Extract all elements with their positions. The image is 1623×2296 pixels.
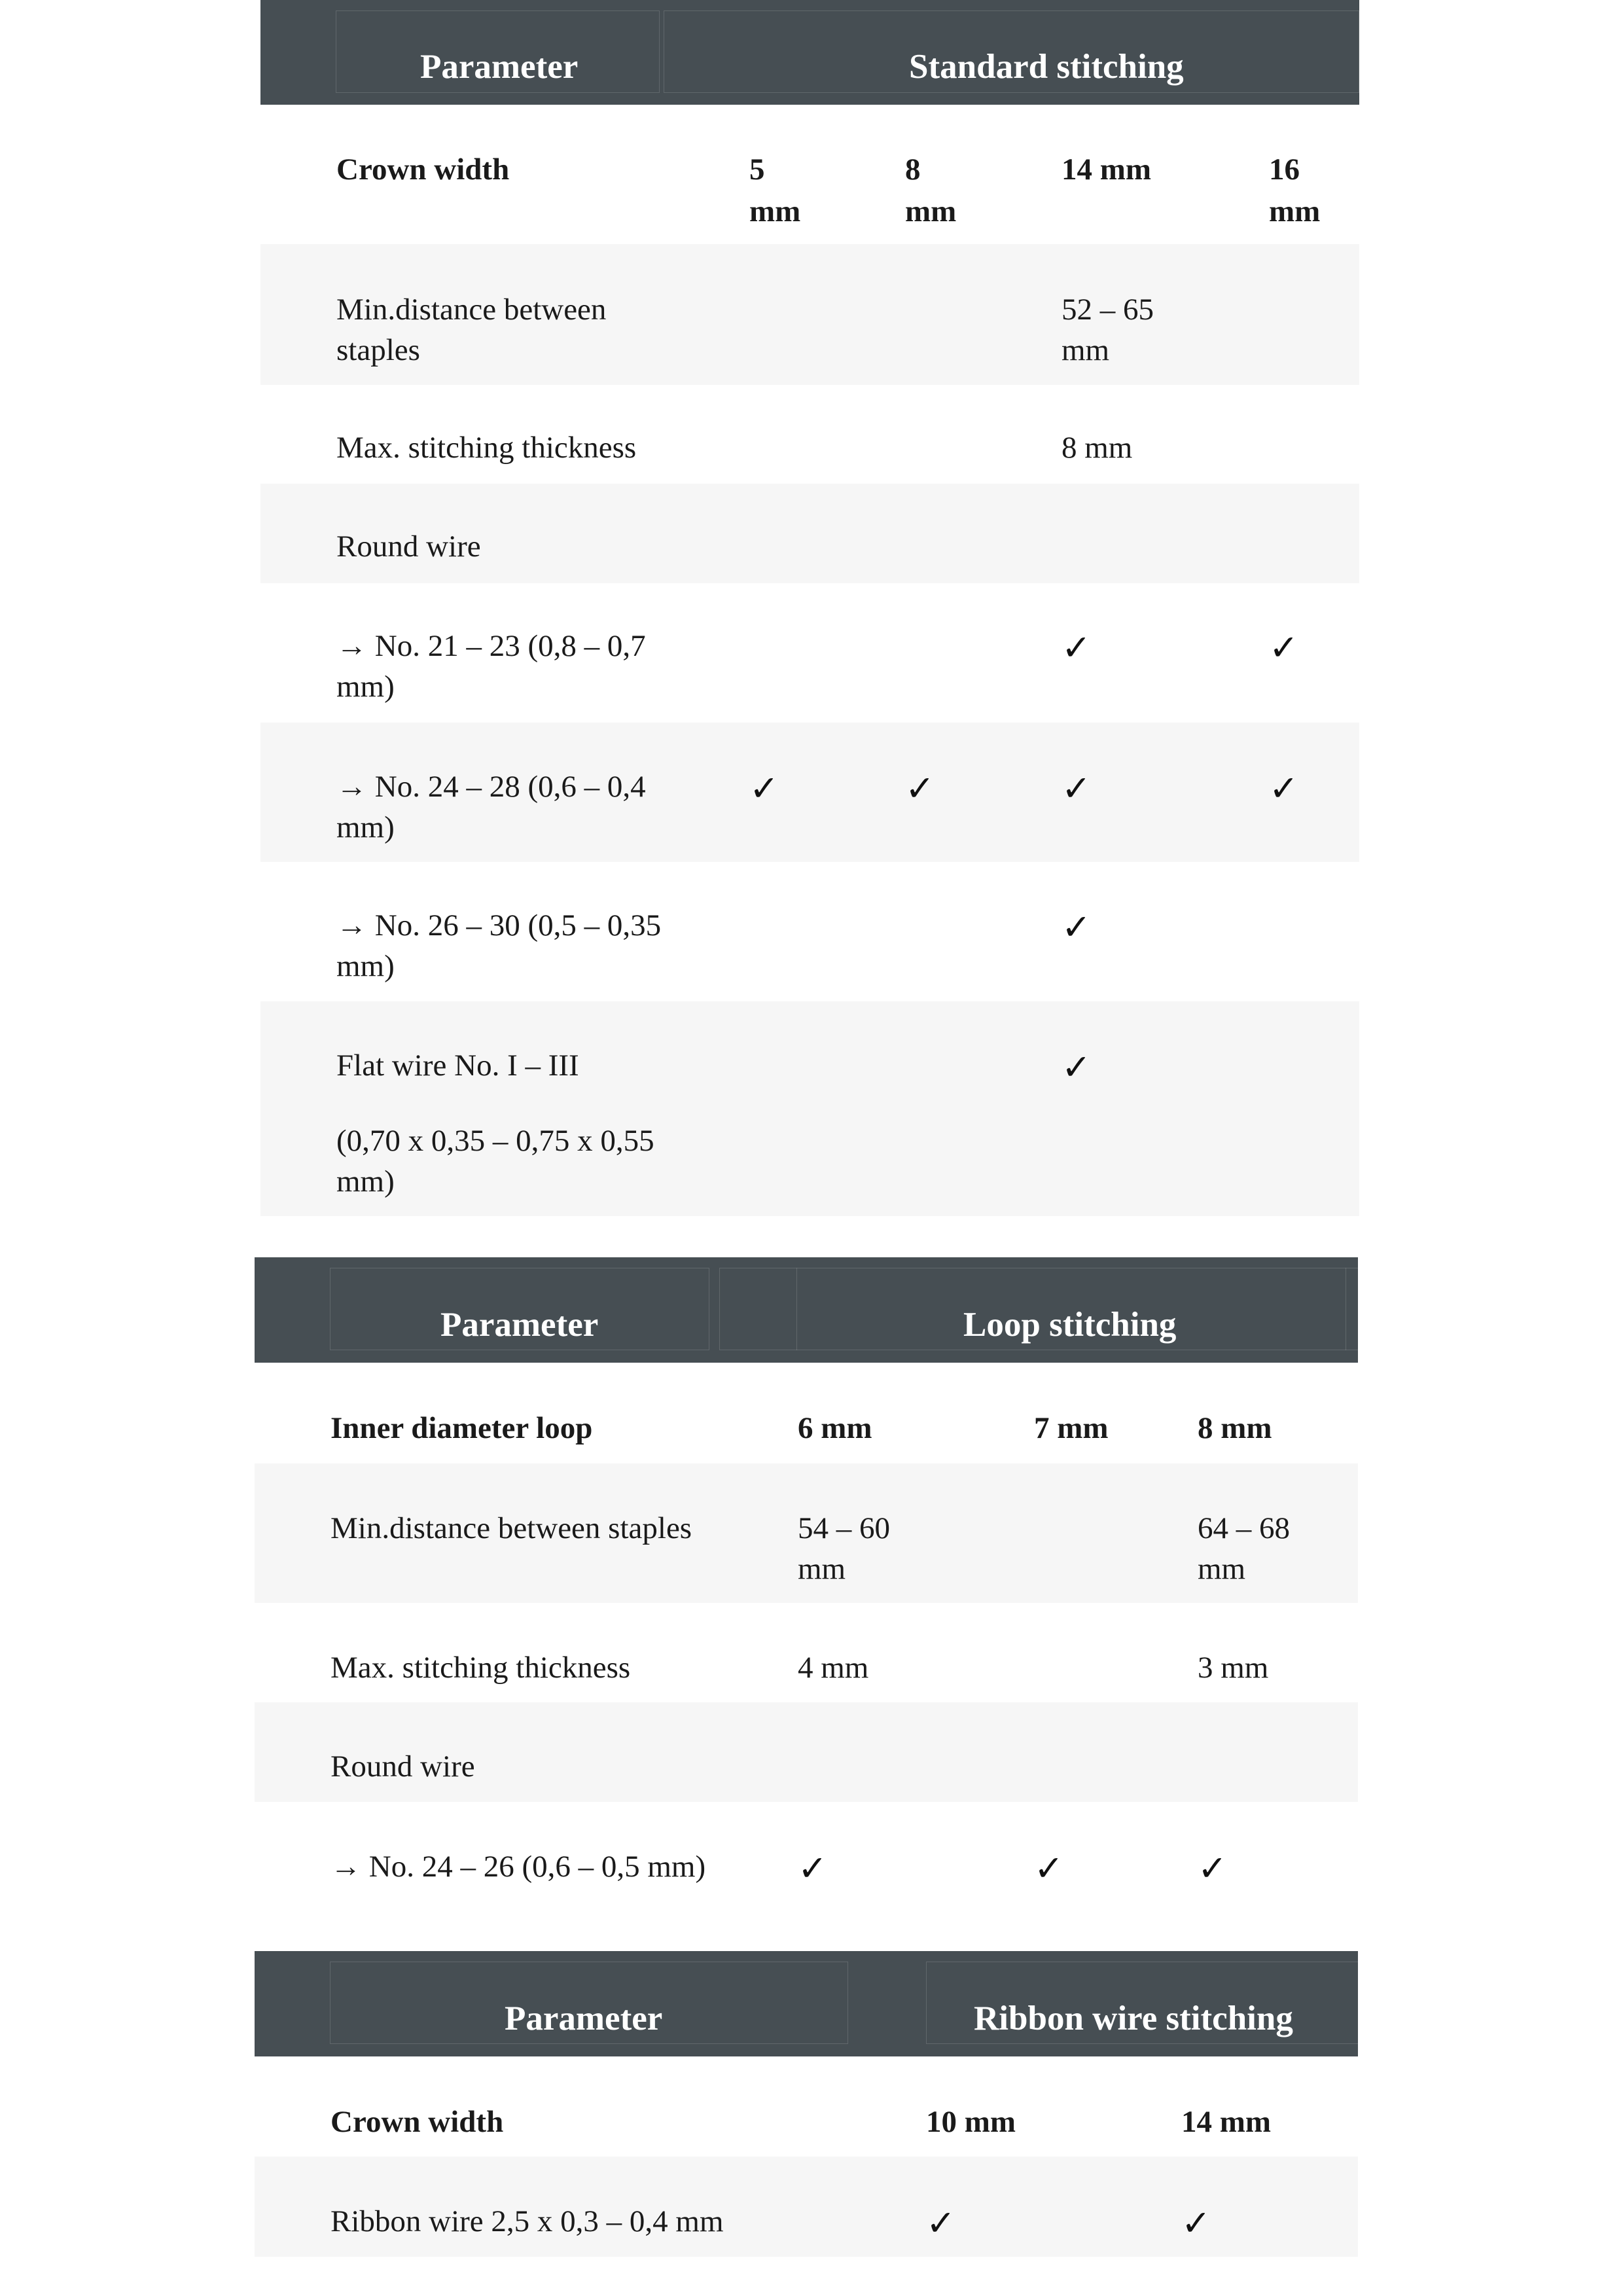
loop-header-title: Loop stitching	[963, 1306, 1177, 1344]
loop-header-parameter: Parameter	[440, 1306, 599, 1344]
loop-min-distance-6-line1: 54 – 60	[798, 1511, 890, 1545]
loop-min-distance-8-line2: mm	[1198, 1552, 1246, 1586]
check-mark-icon: ✓	[1061, 906, 1092, 948]
crown-16-line2: mm	[1269, 194, 1321, 228]
loop-diameter-7: 7 mm	[1034, 1411, 1109, 1445]
standard-header-parameter: Parameter	[420, 48, 579, 86]
loop-table-header	[255, 1257, 1358, 1363]
loop-max-thickness-label: Max. stitching thickness	[330, 1651, 631, 1685]
loop-diameter-8: 8 mm	[1198, 1411, 1272, 1445]
ribbon-crown-label: Crown width	[330, 2105, 504, 2139]
check-mark-icon: ✓	[1061, 768, 1092, 809]
std-min-distance-value-1: 52 – 65	[1061, 293, 1154, 327]
flat-wire-label-2: (0,70 x 0,35 – 0,75 x 0,55	[336, 1124, 654, 1158]
standard-header-title: Standard stitching	[909, 48, 1184, 86]
loop-min-distance-label: Min.distance between staples	[330, 1511, 692, 1545]
check-mark-icon: ✓	[1034, 1848, 1064, 1889]
check-mark-icon: ✓	[1269, 768, 1299, 809]
check-mark-icon: ✓	[926, 2202, 956, 2244]
check-mark-icon: ✓	[1198, 1848, 1228, 1889]
std-max-thickness-label: Max. stitching thickness	[336, 431, 637, 465]
loop-max-thickness-6: 4 mm	[798, 1651, 869, 1685]
check-mark-icon: ✓	[798, 1848, 828, 1889]
crown-5-line2: mm	[749, 194, 801, 228]
wire-24-28-label-1: → No. 24 – 28 (0,6 – 0,4	[336, 770, 646, 804]
check-mark-icon: ✓	[1061, 1047, 1092, 1088]
wire-26-30-label-2: mm)	[336, 949, 395, 983]
ribbon-crown-14: 14 mm	[1181, 2105, 1272, 2139]
crown-14: 14 mm	[1061, 152, 1152, 187]
wire-21-23-label-2: mm)	[336, 670, 395, 704]
std-max-thickness-value: 8 mm	[1061, 431, 1133, 465]
crown-16-line1: 16	[1269, 152, 1300, 187]
check-mark-icon: ✓	[1181, 2202, 1211, 2244]
ribbon-wire-label: Ribbon wire 2,5 x 0,3 – 0,4 mm	[330, 2204, 724, 2238]
standard-table-header	[260, 0, 1359, 105]
loop-diameter-label: Inner diameter loop	[330, 1411, 593, 1445]
check-mark-icon: ✓	[749, 768, 779, 809]
flat-wire-label-3: mm)	[336, 1164, 395, 1198]
crown-8-line2: mm	[905, 194, 957, 228]
ribbon-header-parameter: Parameter	[505, 2000, 663, 2037]
wire-21-23-label-1: → No. 21 – 23 (0,8 – 0,7	[336, 629, 646, 663]
std-min-distance-label-2: staples	[336, 333, 420, 367]
loop-wire-24-26-label: → No. 24 – 26 (0,6 – 0,5 mm)	[330, 1850, 706, 1884]
std-min-distance-label-1: Min.distance between	[336, 293, 607, 327]
std-min-distance-value-2: mm	[1061, 333, 1110, 367]
wire-24-28-label-2: mm)	[336, 810, 395, 844]
std-round-wire-label: Round wire	[336, 529, 481, 564]
wire-26-30-label-1: → No. 26 – 30 (0,5 – 0,35	[336, 908, 662, 942]
crown-5-line1: 5	[749, 152, 765, 187]
crown-8-line1: 8	[905, 152, 921, 187]
loop-min-distance-8-line1: 64 – 68	[1198, 1511, 1290, 1545]
standard-flat-wire-row	[260, 1001, 1359, 1216]
standard-crown-label: Crown width	[336, 152, 510, 187]
loop-min-distance-6-line2: mm	[798, 1552, 846, 1586]
check-mark-icon: ✓	[1269, 627, 1299, 668]
loop-diameter-6: 6 mm	[798, 1411, 872, 1445]
check-mark-icon: ✓	[1061, 627, 1092, 668]
check-mark-icon: ✓	[905, 768, 935, 809]
loop-round-wire-label: Round wire	[330, 1749, 475, 1784]
flat-wire-label-1: Flat wire No. I – III	[336, 1049, 579, 1083]
ribbon-header-title: Ribbon wire stitching	[974, 2000, 1293, 2037]
ribbon-crown-10: 10 mm	[926, 2105, 1016, 2139]
ribbon-table-header	[255, 1951, 1358, 2056]
loop-max-thickness-8: 3 mm	[1198, 1651, 1269, 1685]
